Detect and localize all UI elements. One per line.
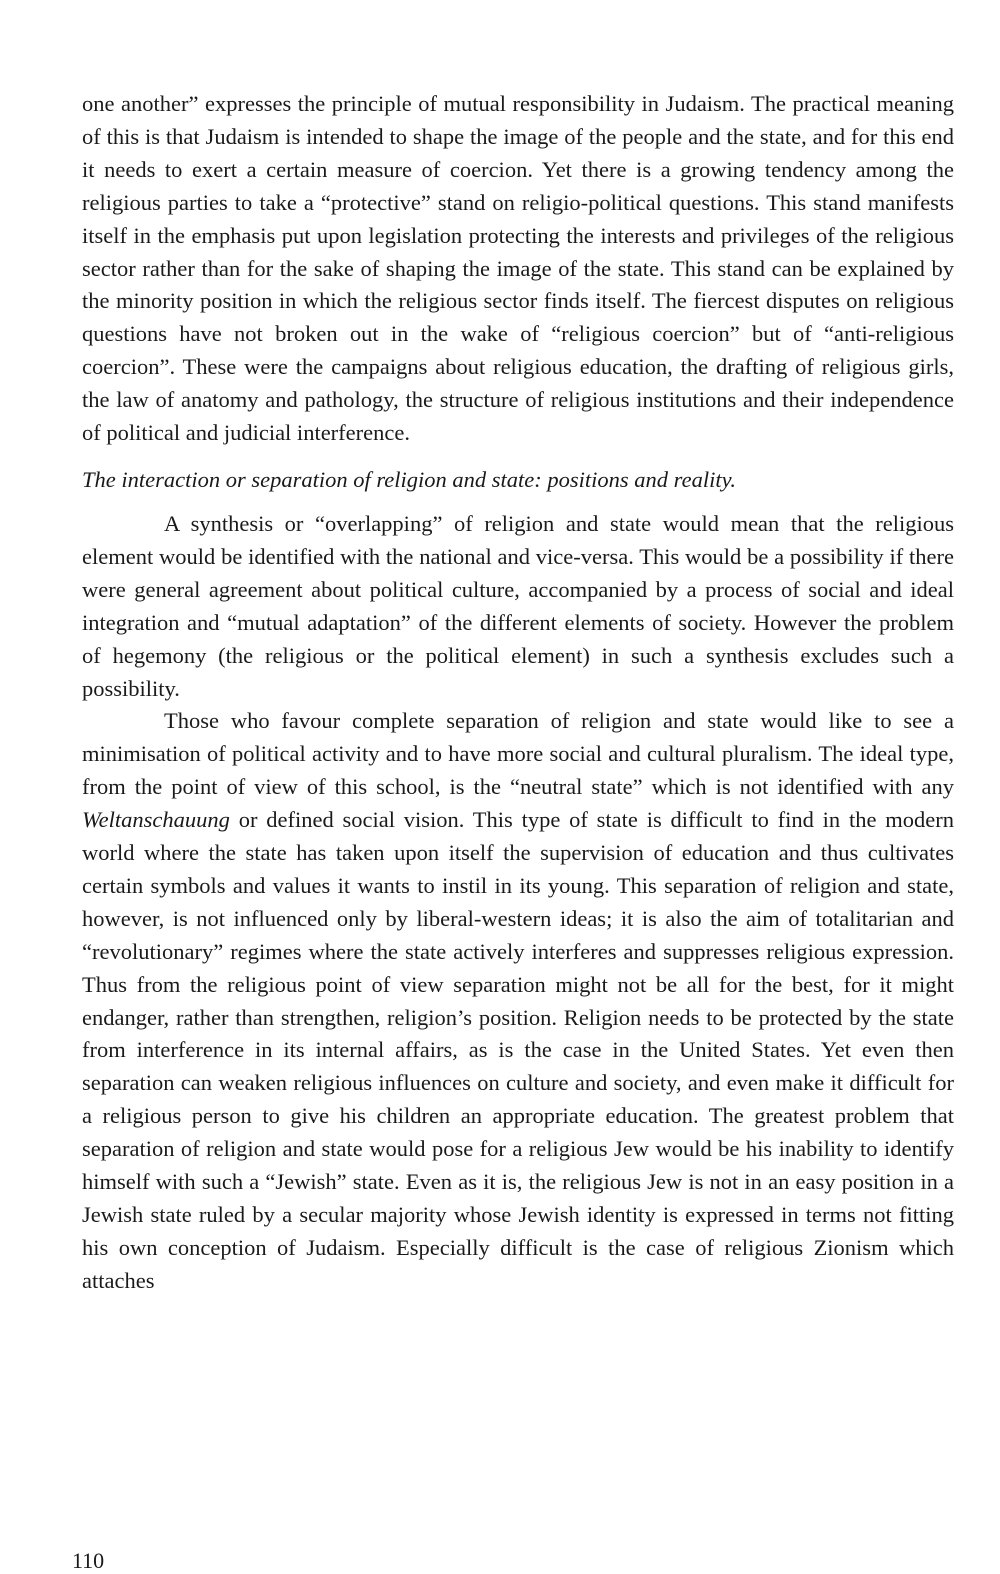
section-heading: The interaction or separation of religion and state: positions and reality.: [82, 466, 736, 492]
page-number: 110: [72, 1548, 105, 1573]
page-body: [82, 88, 954, 1298]
weltanschauung-term: Weltanschauung: [82, 807, 230, 833]
paragraph-mutual-responsibility: one another” expresses the principle of mutual responsibility in Judaism. The practical meaning of this is that Judaism is intended to shape the image of the people and the state, and for this end it needs to exert a certain measure of coercion. Yet there is a growing tendency among the religious parties to take a “protective” stand on religio-political questions. This stand manifests itself in the emphasis put upon legislation protecting the interests and privileges of the religious sector rather than for the sake of shaping the image of the state. This stand can be explained by the minority position in which the religious sector finds itself. The fiercest disputes on religious questions have not broken out in the wake of “religious coercion” but of “anti-religious coercion”. These were the campaigns about religious education, the drafting of religious girls, the law of anatomy and pathology, the structure of religious institutions and their independence of political and judicial interference.: [82, 91, 954, 446]
paragraph-synthesis: A synthesis or “overlapping” of religion and state would mean that the religious element would be identified with the national and vice-versa. This would be a possibility if there were general agreement about political culture, accompanied by a process of social and ideal integration and “mutual adaptation” of the different elements of society. However the problem of hegemony (the religious or the political element) in such a synthesis excludes such a possibility.: [82, 510, 954, 701]
paragraph-separation: [82, 705, 954, 1297]
paragraph-separation-text-start: Those who favour complete separation of religion and state would like to see a minimisation of political activity and to have more social and cultural pluralism. The ideal type, from the point of view of this school, is the “neutral state” which is not identified with any: [82, 708, 954, 800]
paragraph-separation-text-end: or defined social vision. This type of state is difficult to find in the modern world where the state has taken upon itself the supervision of education and thus cultivates certain symbols and values it wants to instil in its young. This separation of religion and state, however, is not influenced only by liberal-western ideas; it is also the aim of totalitarian and “revolutionary” regimes where the state actively interferes and suppresses religious expression. Thus from the religious point of view separation might not be all for the best, for it might endanger, rather than strengthen, religion’s position. Religion needs to be protected by the state from interference in its internal affairs, as is the case in the United States. Yet even then separation can weaken religious influences on culture and society, and even make it difficult for a religious person to give his children an appropriate education. The greatest problem that separation of religion and state would pose for a religious Jew would be his inability to identify himself with such a “Jewish” state. Even as it is, the religious Jew is not in an easy position in a Jewish state ruled by a secular majority whose Jewish identity is expressed in terms not fitting his own conception of Judaism. Especially difficult is the case of religious Zionism which attaches: [82, 807, 954, 1293]
